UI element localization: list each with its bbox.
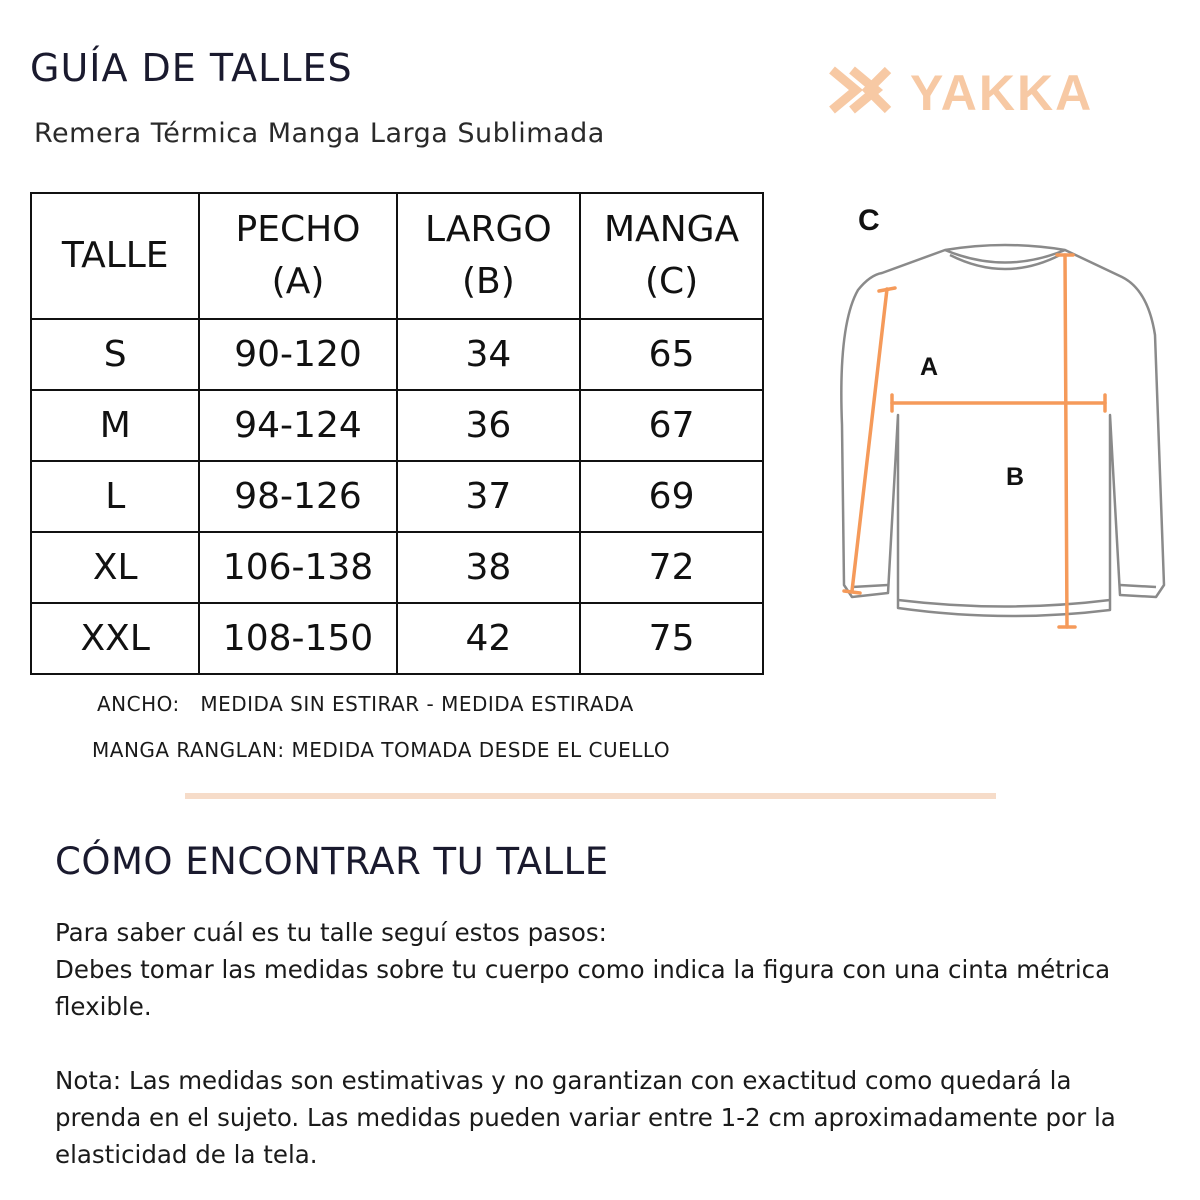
cell-manga: 65 xyxy=(580,319,763,390)
table-row xyxy=(31,390,763,461)
header-largo: LARGO (B) xyxy=(397,193,581,319)
cell-largo: 36 xyxy=(397,390,581,461)
cell-talle: L xyxy=(31,461,199,532)
product-subtitle: Remera Térmica Manga Larga Sublimada xyxy=(34,118,605,149)
cell-largo: 42 xyxy=(397,603,581,674)
howto-line2: Debes tomar las medidas sobre tu cuerpo como indica la figura con una cinta métrica flexible. xyxy=(55,955,1111,1021)
label-c: C xyxy=(858,204,880,237)
label-a: A xyxy=(920,353,939,381)
table-header-row xyxy=(31,193,763,319)
howto-line1: Para saber cuál es tu talle seguí estos pasos: xyxy=(55,918,607,947)
note-ancho: ANCHO: MEDIDA SIN ESTIRAR - MEDIDA ESTIRADA xyxy=(97,692,634,716)
cell-pecho: 94-124 xyxy=(199,390,396,461)
header-pecho: PECHO (A) xyxy=(199,193,396,319)
cell-manga: 75 xyxy=(580,603,763,674)
cell-talle: XXL xyxy=(31,603,199,674)
cell-pecho: 106-138 xyxy=(199,532,396,603)
table-row xyxy=(31,532,763,603)
cell-pecho: 98-126 xyxy=(199,461,396,532)
table-row xyxy=(31,603,763,674)
brand-logo xyxy=(828,60,1128,120)
table-row xyxy=(31,461,763,532)
cell-manga: 67 xyxy=(580,390,763,461)
cell-largo: 37 xyxy=(397,461,581,532)
cell-largo: 34 xyxy=(397,319,581,390)
cell-manga: 72 xyxy=(580,532,763,603)
shirt-diagram xyxy=(830,195,1200,645)
cell-talle: S xyxy=(31,319,199,390)
cell-manga: 69 xyxy=(580,461,763,532)
cell-largo: 38 xyxy=(397,532,581,603)
howto-steps xyxy=(55,914,1165,1025)
header-talle: TALLE xyxy=(31,193,199,319)
section-divider xyxy=(185,793,996,799)
cell-pecho: 90-120 xyxy=(199,319,396,390)
header-manga: MANGA (C) xyxy=(580,193,763,319)
svg-text:YAKKA: YAKKA xyxy=(910,65,1094,120)
table-row xyxy=(31,319,763,390)
cell-talle: M xyxy=(31,390,199,461)
howto-note: Nota: Las medidas son estimativas y no garantizan con exactitud como quedará la prenda en el sujeto. Las medidas pueden variar entre 1-2 cm aproximadamente por la elasticidad de la tela. xyxy=(55,1066,1116,1169)
cell-pecho: 108-150 xyxy=(199,603,396,674)
cell-talle: XL xyxy=(31,532,199,603)
howto-title: CÓMO ENCONTRAR TU TALLE xyxy=(55,840,609,883)
page-title: GUÍA DE TALLES xyxy=(30,46,353,90)
size-table xyxy=(30,192,764,675)
label-b: B xyxy=(1006,463,1025,491)
shirt-outline xyxy=(841,245,1164,616)
note-manga-ranglan: MANGA RANGLAN: MEDIDA TOMADA DESDE EL CUELLO xyxy=(92,738,671,762)
